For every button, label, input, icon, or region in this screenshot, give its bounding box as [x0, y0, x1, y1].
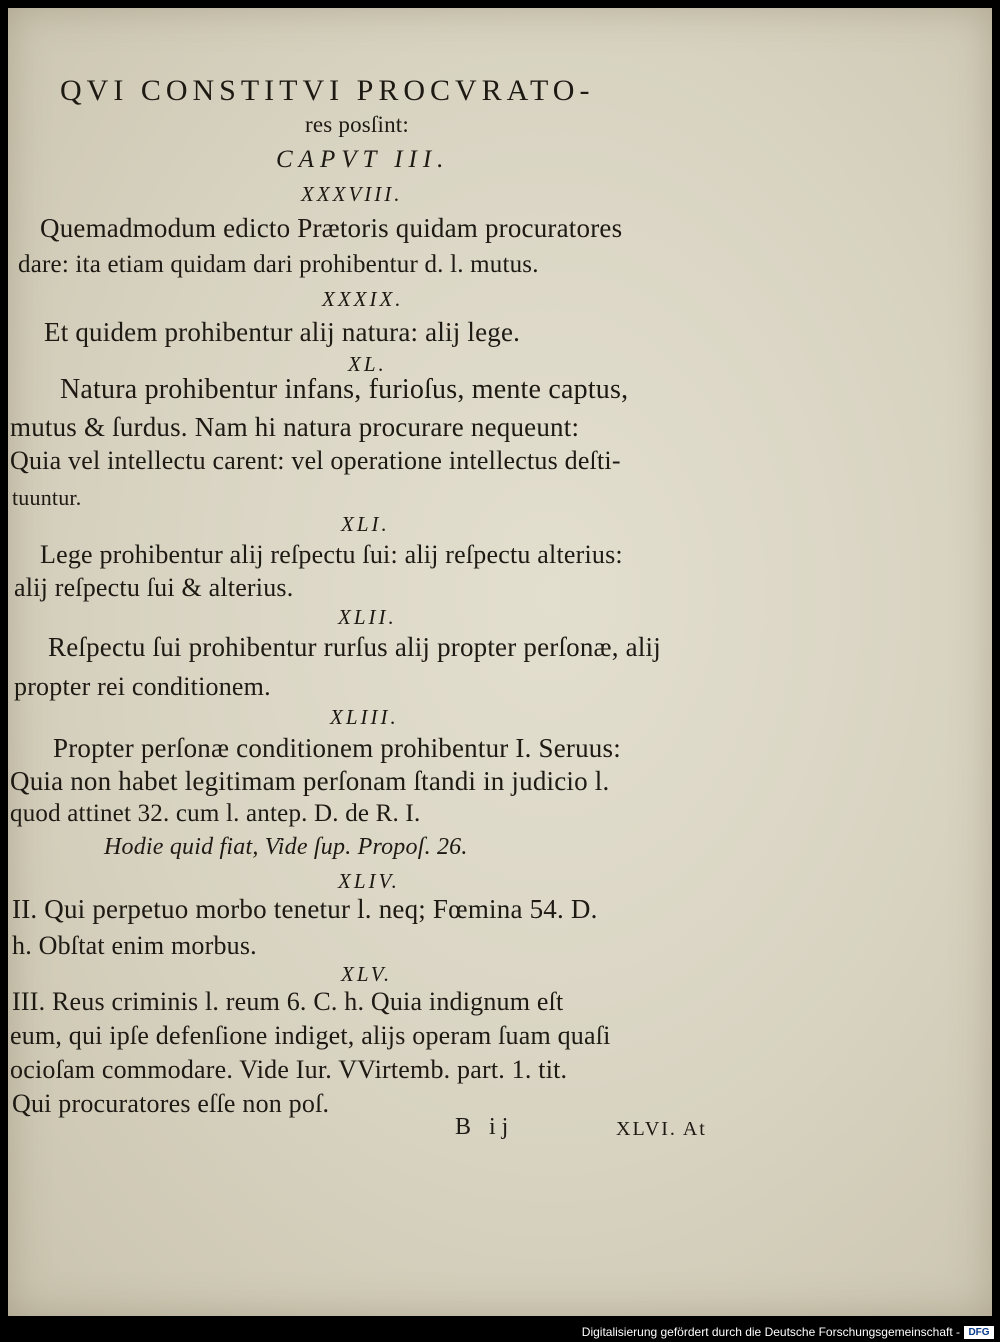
paragraph-line: quod attinet 32. cum l. antep. D. de R. I.: [10, 800, 421, 827]
chapter-heading: CAPVT III.: [276, 146, 450, 173]
signature-mark: B ij: [455, 1114, 515, 1140]
paragraph-line: Lege prohibentur alij reſpectu ſui: alij reſpectu alterius:: [40, 540, 623, 569]
footer-bar: [0, 1324, 1000, 1342]
header-line-2: res posſint:: [305, 112, 409, 137]
section-number-41: XLI.: [341, 512, 390, 536]
paragraph-line: dare: ita etiam quidam dari prohibentur d. l. mutus.: [18, 251, 539, 278]
section-number-44: XLIV.: [338, 869, 400, 893]
paragraph-line: h. Obſtat enim morbus.: [12, 931, 257, 960]
paragraph-line: propter rei conditionem.: [14, 672, 271, 701]
section-number-45: XLV.: [341, 962, 393, 986]
paragraph-line: Reſpectu ſui prohibentur rurſus alij propter perſonæ, alij: [48, 632, 661, 662]
paragraph-line: tuuntur.: [12, 485, 82, 510]
dfg-logo: DFG: [964, 1326, 994, 1339]
paragraph-line: Quia non habet legitimam perſonam ſtandi in judicio l.: [10, 766, 610, 796]
section-number-39: XXXIX.: [322, 287, 404, 311]
margin-note: Hodie quid fiat, Vide ſup. Propoſ. 26.: [104, 834, 468, 860]
section-number-40: XL.: [348, 352, 387, 376]
paragraph-line: III. Reus criminis l. reum 6. C. h. Quia indignum eſt: [12, 987, 564, 1016]
paragraph-line: Propter perſonæ conditionem prohibentur I. Seruus:: [53, 733, 621, 763]
book-page: [8, 8, 992, 1316]
paragraph-line: eum, qui ipſe defenſione indiget, alijs operam ſuam quaſi: [10, 1021, 611, 1050]
paragraph-line: alij reſpectu ſui & alterius.: [14, 573, 294, 602]
funding-notice: Digitalisierung gefördert durch die Deutsche Forschungsgemeinschaft -: [581, 1325, 960, 1339]
paragraph-line: Quia vel intellectu carent: vel operatione intellectus deſti-: [10, 446, 621, 475]
paragraph-line: Quemadmodum edicto Prætoris quidam procuratores: [40, 213, 623, 243]
section-number-38: XXXVIII.: [301, 182, 403, 206]
paragraph-line: II. Qui perpetuo morbo tenetur l. neq; Fœmina 54. D.: [12, 894, 598, 924]
section-number-43: XLIII.: [330, 705, 399, 729]
paragraph-line: Natura prohibentur infans, furioſus, mente captus,: [60, 374, 629, 405]
page-text: [8, 8, 992, 1316]
header-line-1: QVI CONSTITVI PROCVRATO-: [60, 74, 595, 107]
catchword: XLVI. At: [616, 1118, 707, 1140]
paragraph-line: ocioſam commodare. Vide Iur. VVirtemb. part. 1. tit.: [10, 1055, 568, 1084]
paragraph-line: Et quidem prohibentur alij natura: alij lege.: [44, 317, 521, 347]
paragraph-line: Qui procuratores eſſe non poſ.: [12, 1089, 330, 1118]
section-number-42: XLII.: [338, 605, 397, 629]
paragraph-line: mutus & ſurdus. Nam hi natura procurare nequeunt:: [10, 412, 580, 442]
